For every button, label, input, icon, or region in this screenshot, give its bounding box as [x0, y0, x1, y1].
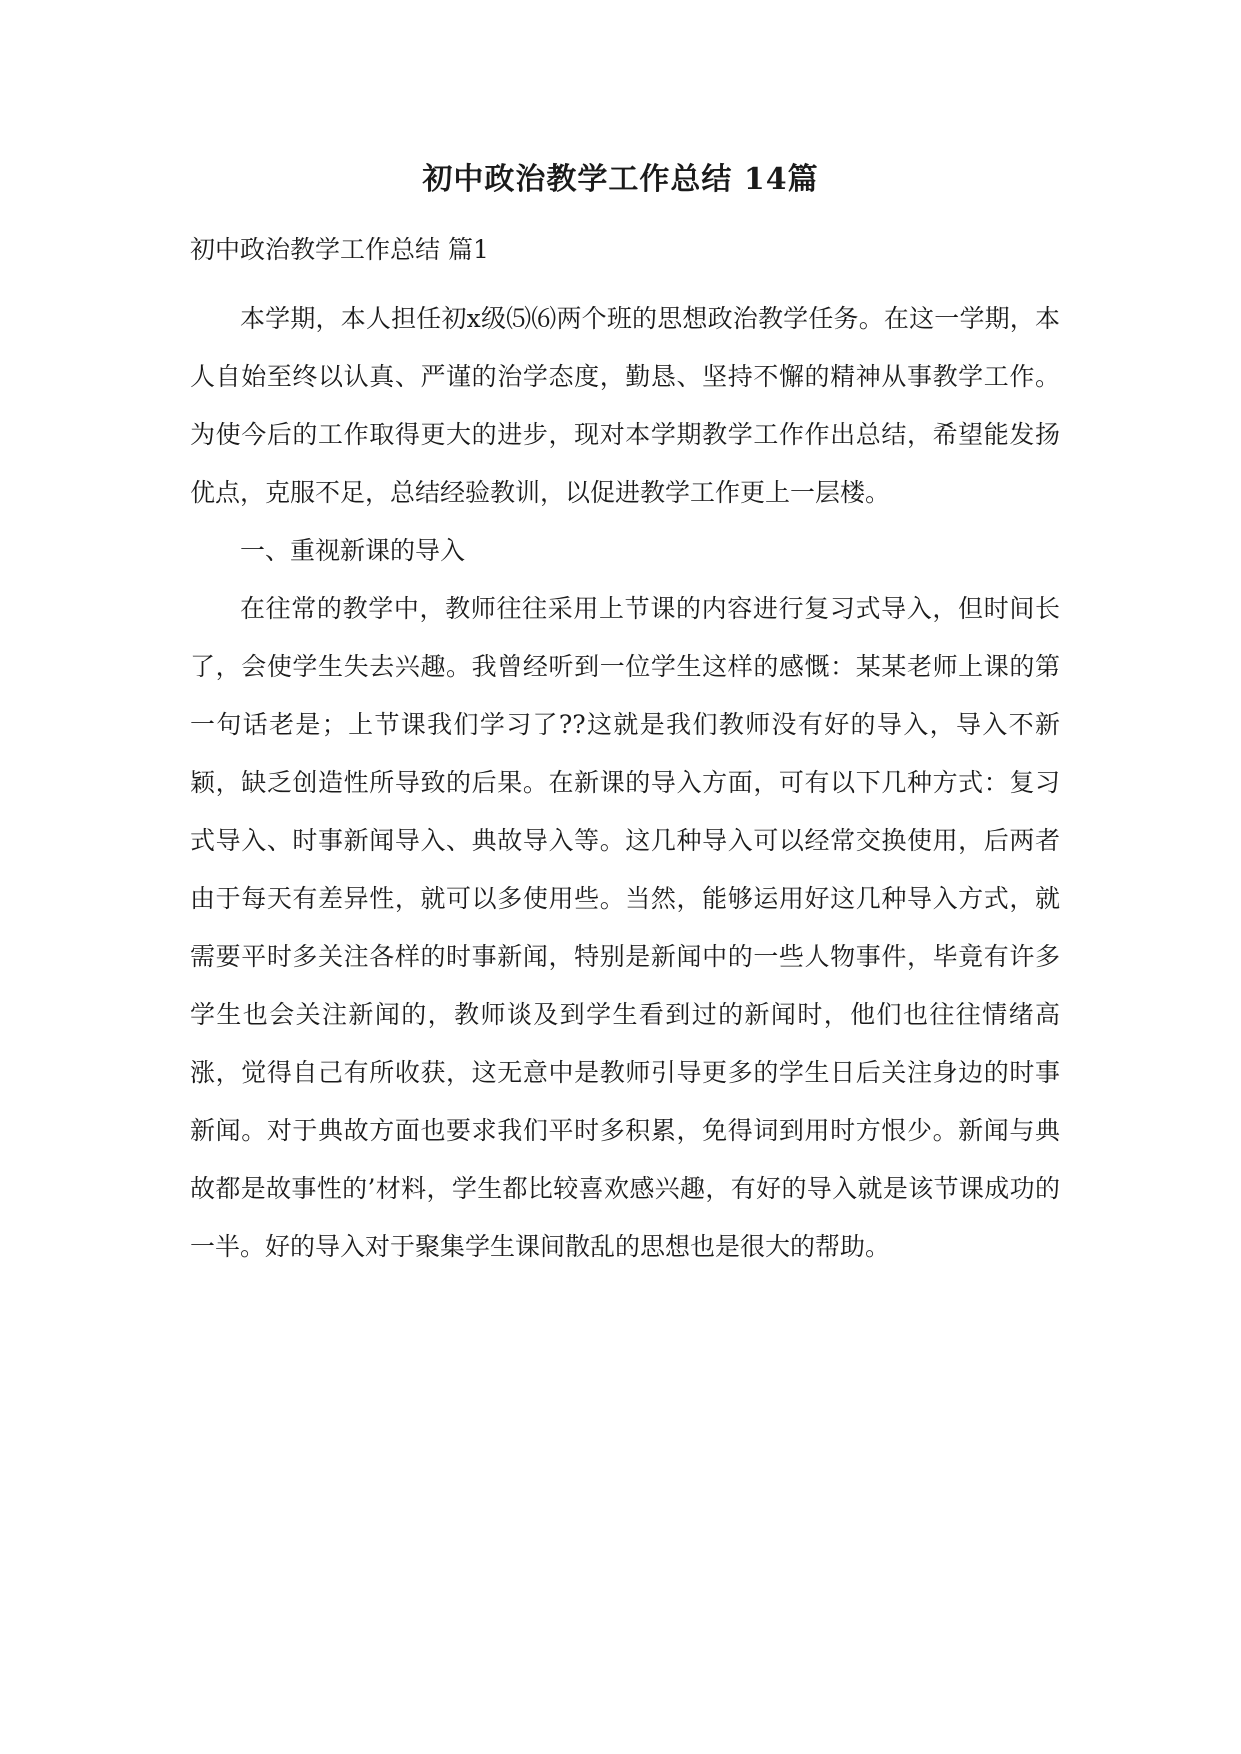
document-title: 初中政治教学工作总结 14篇 — [422, 162, 819, 197]
document-body — [190, 290, 1060, 1276]
section-heading: 初中政治教学工作总结 篇1 — [190, 235, 489, 264]
paragraph-intro: 本学期，本人担任初x级⑸⑹两个班的思想政治教学任务。在这一学期，本人自始至终以认真、严谨的治学态度，勤恳、坚持不懈的精神从事教学工作。为使今后的工作取得更大的进步，现对本学期教学工作作出总结，希望能发扬优点，克服不足，总结经验教训，以促进教学工作更上一层楼。 — [190, 304, 1060, 507]
subheading-new-lesson-intro: 一、重视新课的导入 — [240, 536, 466, 565]
paragraph-lesson-intro-methods: 在往常的教学中，教师往往采用上节课的内容进行复习式导入，但时间长了，会使学生失去兴趣。我曾经听到一位学生这样的感慨：某某老师上课的第一句话老是；上节课我们学习了??这就是我们教师没有好的导入，导入不新颖，缺乏创造性所导致的后果。在新课的导入方面，可有以下几种方式：复习式导入、时事新闻导入、典故导入等。这几种导入可以经常交换使用，后两者由于每天有差异性，就可以多使用些。当然，能够运用好这几种导入方式，就需要平时多关注各样的时事新闻，特别是新闻中的一些人物事件，毕竟有许多学生也会关注新闻的，教师谈及到学生看到过的新闻时，他们也往往情绪高涨，觉得自己有所收获，这无意中是教师引导更多的学生日后关注身边的时事新闻。对于典故方面也要求我们平时多积累，免得词到用时方恨少。新闻与典故都是故事性的’材料，学生都比较喜欢感兴趣，有好的导入就是该节课成功的一半。好的导入对于聚集学生课间散乱的思想也是很大的帮助。 — [190, 594, 1060, 1261]
